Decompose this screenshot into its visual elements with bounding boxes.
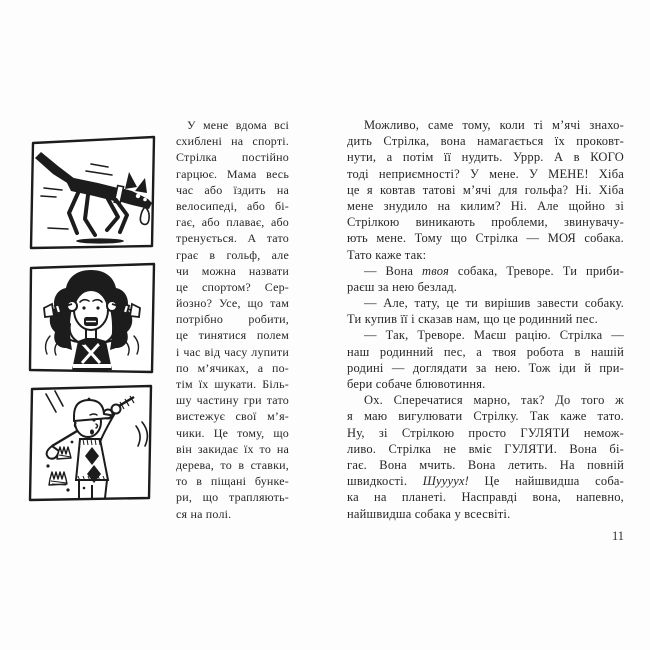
text-line: вистежує свої м’я-	[176, 409, 289, 424]
paragraph-narrator-1	[347, 117, 624, 263]
text-line: Стрілкою виникають проблеми, звинувачу-	[347, 215, 624, 230]
text-line: це тинятися полем	[176, 328, 289, 343]
text-line: Ну, зі Стрілкою просто ГУЛЯТИ немож-	[347, 425, 624, 440]
text-line: дить Стрілка, вона намагається їх проковт-	[347, 134, 624, 149]
text-line: У мене вдома всі	[187, 118, 289, 132]
text-line: йозно? Усе, що там	[176, 296, 289, 311]
text-line: тренується. А тато	[176, 231, 289, 246]
text-line: родині — доглядати за нею. Тож іди й при-	[347, 360, 624, 375]
text-line: він закидає їх то на	[176, 441, 289, 456]
text-line: Ти купив її і сказав нам, що це родинний пес.	[347, 312, 598, 327]
text-line: ся на полі.	[176, 506, 232, 521]
text-line: — Так, Треворе. Маєш рацію. Стрілка —	[364, 328, 624, 343]
text-line: ка на планеті. Насправді вона, напевно,	[347, 490, 624, 505]
text-line: по м’ячиках, а по-	[176, 360, 289, 375]
text-line: велосипеді, або бі-	[176, 198, 289, 213]
text-line: — Але, тату, це ти вирішив завести собаку.	[364, 296, 624, 311]
paragraph-trevor-dialogue	[347, 295, 624, 327]
text-line: це спортом? Сер-	[176, 279, 289, 294]
text-line: найшвидша собака у всесвіті.	[347, 506, 511, 521]
text-line: ють мене. Тому що Стрілка — МОЯ собака.	[347, 231, 624, 246]
mom-lifting-dumbbells-illustration	[28, 262, 157, 376]
text-line: шу частину гри тато	[176, 393, 289, 408]
paragraph-dad-dialogue-2	[347, 327, 624, 392]
text-line: Ох. Сперечатися марно, так? До того ж	[364, 393, 624, 408]
dog-eye	[136, 194, 140, 198]
text-line: тоді неприємності? У мене. У МЕНЕ! Хіба	[347, 166, 624, 181]
cap-button	[88, 398, 91, 401]
text-line: Можливо, саме тому, коли ті м’ячі знахо-	[364, 118, 624, 132]
text-line: грає в гольф, але	[176, 247, 289, 262]
text-line: мене знудило на килим? Ні. Але щойно зі	[347, 198, 624, 213]
text-line: гає. Вона мчить. Вона летить. На повній	[347, 457, 624, 472]
text-line: Тато каже так:	[347, 247, 427, 262]
text-line: чики. Це тому, що	[176, 425, 289, 440]
text-line: це я ковтав татові м’ячі для гольфа? Ні. Хіба	[347, 182, 624, 197]
text-line: ри, що трапляють-	[176, 490, 289, 505]
text-line: раєш за нею безлад.	[347, 279, 458, 294]
dog-eye	[143, 198, 147, 202]
waistband	[73, 364, 111, 368]
text-line: і час від часу лупити	[176, 344, 289, 359]
hand	[112, 405, 121, 414]
paragraph-narrator-2	[347, 392, 624, 522]
mom-eye	[96, 306, 99, 309]
ground-shadow	[76, 238, 124, 243]
text-line: схиблені на спорті.	[176, 134, 289, 149]
text-line: наш родинний пес, а твоя робота в нашій	[347, 344, 624, 359]
mom-eye	[82, 306, 85, 309]
text-line: ливо. Стрілка не вміє ГУЛЯТИ. Вона бі-	[347, 441, 624, 456]
text-line: то в піщані бунке-	[176, 474, 289, 489]
text-line: потрібно робити,	[176, 312, 289, 327]
page-number: 11	[611, 529, 624, 543]
text-line: швидкості. Шуууух! Це найшвидша соба-	[347, 474, 624, 489]
text-line: Стрілка постійно	[176, 150, 289, 165]
dad-golf-swing-illustration	[28, 384, 155, 503]
dad-eye	[92, 418, 95, 421]
text-line: дерева, то в ставки,	[176, 457, 289, 472]
running-dog-illustration	[28, 133, 157, 252]
text-line: час або їздить на	[176, 182, 289, 197]
text-line: я маю вигулювати Стрілку. Так каже тато.	[347, 409, 624, 424]
text-line: нути, а потім її нудить. Уррр. А в КОГО	[347, 150, 624, 165]
right-text-column	[347, 117, 624, 522]
text-line: бери собаче блювотиння.	[347, 377, 486, 391]
text-line: — Вона твоя собака, Треворе. Ти приби-	[364, 263, 624, 278]
text-line: гарцює. Мама весь	[176, 166, 289, 181]
left-text-column	[176, 117, 289, 522]
text-line: тім їх шукати. Біль-	[176, 377, 289, 391]
paragraph-dad-dialogue	[347, 263, 624, 295]
text-line: чи можна назвати	[176, 263, 289, 278]
text-line: гає, або плаває, або	[176, 215, 289, 230]
open-mouth	[90, 429, 94, 434]
